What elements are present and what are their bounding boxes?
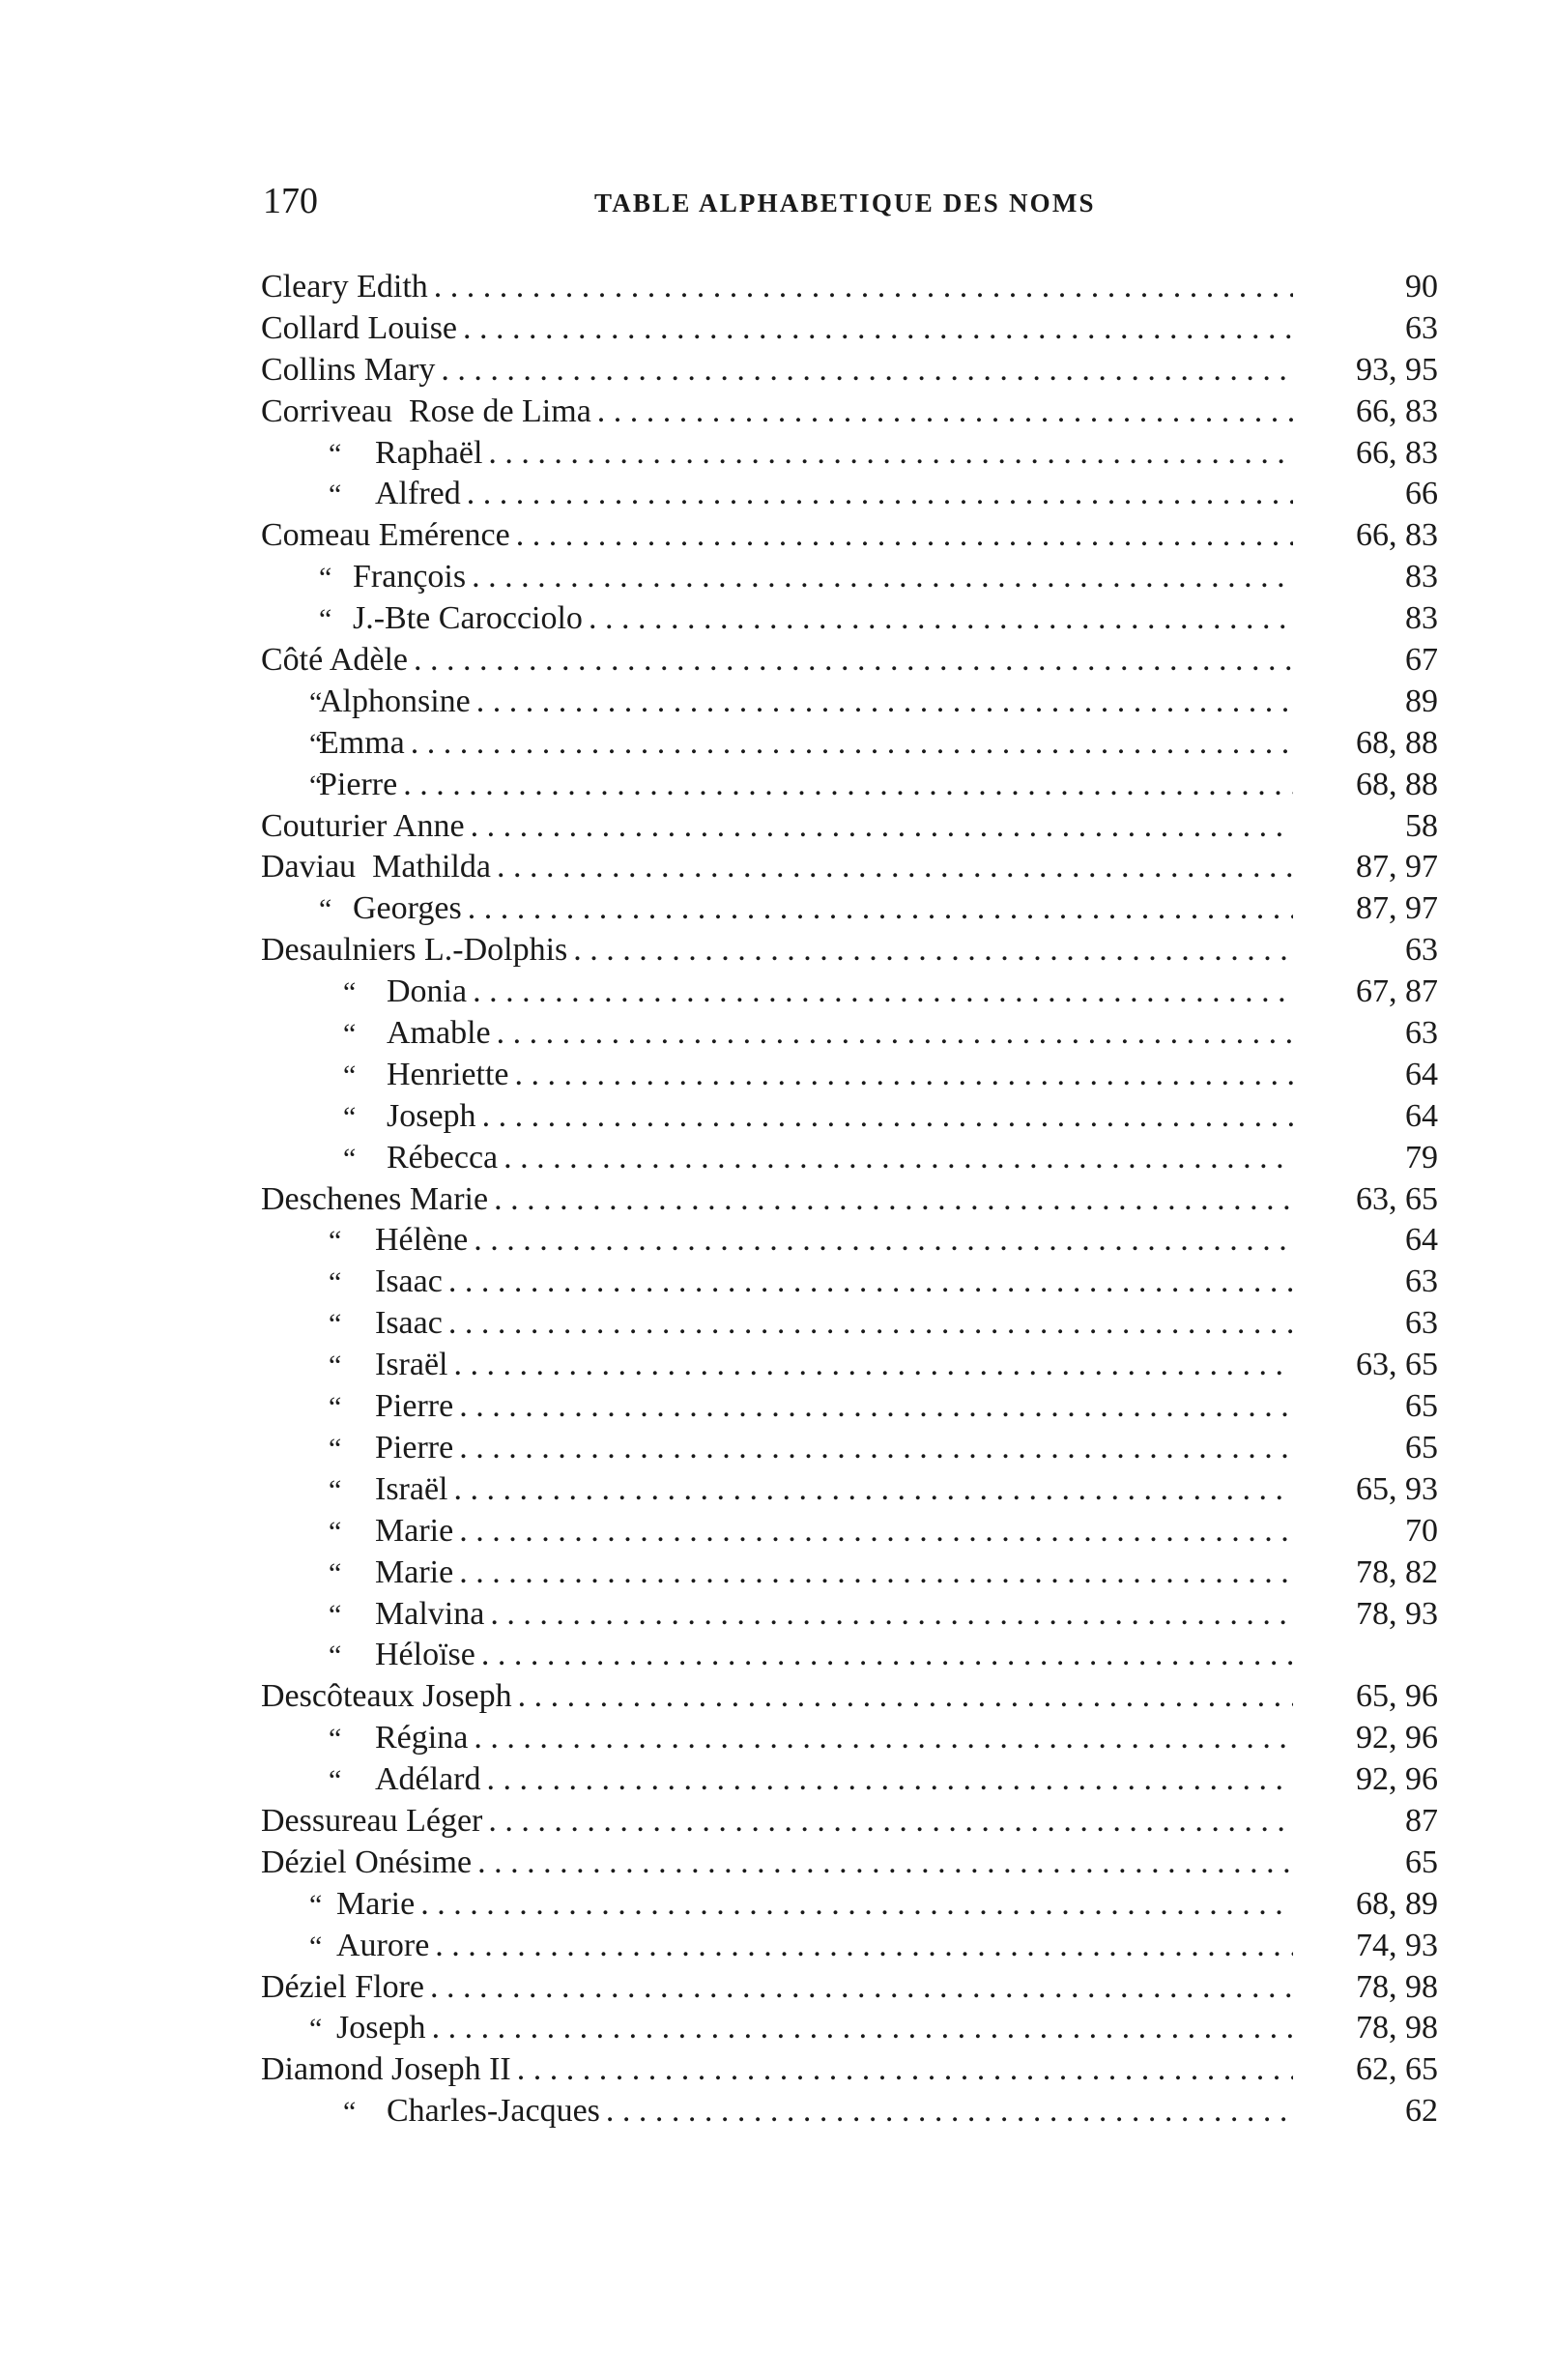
dot-leader — [473, 972, 1293, 1013]
index-entry — [261, 308, 1438, 350]
entry-name: Rébecca — [387, 1139, 499, 1175]
entry-name: Régina — [375, 1720, 469, 1756]
ditto-mark: “ — [329, 1266, 342, 1299]
index-entry — [261, 1594, 1438, 1636]
dot-leader — [448, 1303, 1293, 1345]
entry-pages: 65 — [1405, 1429, 1438, 1466]
index-entry — [261, 1386, 1438, 1428]
index-entry — [261, 1345, 1438, 1386]
entry-pages: 79 — [1405, 1139, 1438, 1175]
dot-leader — [454, 1345, 1293, 1386]
entry-pages: 83 — [1405, 600, 1438, 637]
ditto-mark: “ — [329, 1473, 342, 1506]
dot-leader — [488, 1801, 1293, 1843]
entry-name: Isaac — [375, 1305, 443, 1342]
dot-leader — [476, 682, 1293, 723]
dot-leader — [430, 1967, 1293, 2009]
entry-pages: 65 — [1405, 1843, 1438, 1880]
dot-leader — [468, 888, 1293, 930]
ditto-mark: “ — [329, 1598, 342, 1631]
entry-name: Israël — [375, 1470, 448, 1507]
entry-name-group — [261, 2049, 511, 2091]
entry-name: Héloïse — [375, 1637, 475, 1673]
dot-leader — [481, 1635, 1293, 1676]
index-entry — [261, 723, 1438, 765]
ditto-mark: “ — [329, 479, 342, 511]
dot-leader — [497, 1013, 1293, 1055]
dot-leader — [435, 1926, 1293, 1967]
entry-pages: 67 — [1405, 642, 1438, 679]
index-entry — [261, 847, 1438, 888]
entry-pages: 58 — [1405, 807, 1438, 844]
entry-name-group — [261, 1843, 472, 1884]
entry-name-group — [261, 1801, 482, 1843]
entry-name: Joseph — [387, 1097, 476, 1134]
ditto-mark: “ — [309, 1930, 323, 1962]
entry-name: Déziel Onésime — [261, 1843, 473, 1880]
entry-name: Pierre — [375, 1429, 454, 1466]
entry-name-group — [261, 433, 482, 476]
index-entry — [261, 1013, 1438, 1055]
dot-leader — [463, 308, 1293, 350]
entry-pages: 87 — [1405, 1802, 1438, 1839]
entry-name-group — [261, 1179, 488, 1221]
entry-name: Diamond Joseph II — [261, 2051, 511, 2088]
index-entry — [261, 1469, 1438, 1511]
entry-pages: 78, 98 — [1356, 2010, 1438, 2046]
ditto-mark: “ — [329, 1515, 342, 1548]
entry-name: Isaac — [375, 1263, 443, 1300]
dot-leader — [459, 1428, 1293, 1469]
entry-name-group — [261, 682, 471, 724]
dot-leader — [494, 1179, 1293, 1221]
entry-name-group — [261, 888, 462, 931]
entry-name-group — [261, 598, 583, 641]
entry-pages: 78, 93 — [1356, 1595, 1438, 1632]
entry-pages: 64 — [1405, 1222, 1438, 1259]
entry-name-group — [261, 267, 428, 308]
entry-name-group — [261, 1635, 475, 1677]
dot-leader — [471, 806, 1293, 848]
index-entry — [261, 972, 1438, 1013]
page-number: 170 — [263, 181, 318, 221]
entry-name: Pierre — [375, 1388, 454, 1425]
entry-name-group — [261, 1386, 453, 1429]
entry-pages: 65, 96 — [1356, 1678, 1438, 1715]
entry-name: Alphonsine — [319, 682, 471, 719]
ditto-mark: “ — [329, 1723, 342, 1756]
entry-name: Deschenes Marie — [261, 1180, 489, 1217]
entry-name: Daviau Mathilda — [261, 849, 491, 885]
dot-leader — [490, 1594, 1293, 1636]
entry-name-group — [261, 1428, 453, 1470]
entry-pages: 70 — [1405, 1512, 1438, 1549]
ditto-mark: “ — [329, 437, 342, 470]
entry-name-group — [261, 1594, 484, 1637]
dot-leader — [459, 1511, 1293, 1553]
entry-pages: 63 — [1405, 1305, 1438, 1342]
entry-name: Dessureau Léger — [261, 1802, 483, 1839]
entry-pages: 67, 87 — [1356, 973, 1438, 1010]
index-entry — [261, 640, 1438, 682]
ditto-mark: “ — [309, 685, 323, 718]
ditto-mark: “ — [309, 2013, 323, 2046]
entry-name-group — [261, 1345, 448, 1387]
entry-pages: 66, 83 — [1356, 392, 1438, 429]
entry-name: Georges — [353, 890, 462, 927]
entry-name-group — [261, 515, 510, 557]
entry-name-group — [261, 723, 405, 766]
entry-name-group — [261, 1926, 429, 1968]
dot-leader — [448, 1262, 1293, 1303]
entry-name: Comeau Emérence — [261, 517, 510, 554]
index-entry — [261, 267, 1438, 308]
index-entry — [261, 1718, 1438, 1759]
ditto-mark: “ — [343, 1142, 357, 1175]
dot-leader — [472, 557, 1293, 598]
entry-name-group — [261, 1511, 453, 1553]
entry-name: Côté Adèle — [261, 642, 409, 679]
dot-leader — [516, 515, 1293, 557]
entry-name: François — [353, 559, 467, 595]
entry-name-group — [261, 1469, 448, 1512]
ditto-mark: “ — [309, 769, 323, 801]
dot-leader — [441, 350, 1293, 392]
name-index-list — [261, 267, 1438, 2133]
index-entry — [261, 433, 1438, 475]
entry-name-group — [261, 1220, 468, 1263]
entry-name-group — [261, 1096, 476, 1139]
dot-leader — [497, 847, 1293, 888]
index-entry — [261, 1428, 1438, 1469]
index-entry — [261, 2008, 1438, 2049]
entry-pages: 63 — [1405, 932, 1438, 969]
entry-pages: 68, 89 — [1356, 1885, 1438, 1922]
entry-pages: 87, 97 — [1356, 849, 1438, 885]
entry-name: Henriette — [387, 1056, 509, 1092]
ditto-mark: “ — [309, 727, 323, 760]
entry-name-group — [261, 308, 457, 350]
dot-leader — [474, 1220, 1293, 1262]
dot-leader — [573, 930, 1293, 972]
dot-leader — [459, 1386, 1293, 1428]
dot-leader — [459, 1553, 1293, 1594]
dot-leader — [482, 1096, 1293, 1138]
index-entry — [261, 1967, 1438, 2009]
dot-leader — [597, 392, 1293, 433]
index-entry — [261, 1553, 1438, 1594]
entry-name: Marie — [375, 1512, 454, 1549]
index-entry — [261, 474, 1438, 515]
dot-leader — [503, 1138, 1293, 1179]
entry-name-group — [261, 806, 465, 848]
entry-name-group — [261, 640, 408, 682]
index-entry — [261, 1055, 1438, 1096]
entry-name: Couturier Anne — [261, 807, 465, 844]
entry-name-group — [261, 1138, 498, 1180]
ditto-mark: “ — [343, 976, 357, 1009]
entry-name: Hélène — [375, 1222, 469, 1259]
index-entry — [261, 515, 1438, 557]
index-entry — [261, 1843, 1438, 1884]
ditto-mark: “ — [329, 1556, 342, 1589]
ditto-mark: “ — [343, 1018, 357, 1051]
index-entry — [261, 1635, 1438, 1676]
entry-name-group — [261, 1553, 453, 1595]
index-entry — [261, 1801, 1438, 1843]
entry-pages: 83 — [1405, 559, 1438, 595]
ditto-mark: “ — [319, 893, 332, 926]
entry-name: Déziel Flore — [261, 1968, 424, 2005]
entry-pages: 66, 83 — [1356, 434, 1438, 471]
dot-leader — [467, 474, 1293, 515]
entry-pages: 68, 88 — [1356, 724, 1438, 761]
entry-name: Marie — [336, 1885, 416, 1922]
entry-name: J.-Bte Carocciolo — [353, 600, 583, 637]
entry-pages: 63 — [1405, 1015, 1438, 1052]
ditto-mark: “ — [343, 1100, 357, 1133]
entry-name: Corriveau Rose de Lima — [261, 392, 591, 429]
entry-name-group — [261, 1759, 481, 1802]
index-entry — [261, 392, 1438, 433]
dot-leader — [477, 1843, 1293, 1884]
entry-name: Collard Louise — [261, 309, 458, 346]
dot-leader — [606, 2091, 1293, 2133]
entry-name-group — [261, 765, 397, 807]
index-entry — [261, 2091, 1438, 2133]
index-entry — [261, 888, 1438, 930]
entry-pages: 92, 96 — [1356, 1720, 1438, 1756]
entry-name-group — [261, 350, 435, 392]
index-entry — [261, 1511, 1438, 1553]
ditto-mark: “ — [329, 1432, 342, 1465]
ditto-mark: “ — [343, 2096, 357, 2129]
entry-name: Collins Mary — [261, 351, 436, 388]
entry-name: Descôteaux Joseph — [261, 1678, 512, 1715]
entry-pages: 63, 65 — [1356, 1180, 1438, 1217]
entry-pages: 64 — [1405, 1097, 1438, 1134]
dot-leader — [488, 433, 1293, 475]
entry-name: Joseph — [336, 2010, 426, 2046]
ditto-mark: “ — [329, 1640, 342, 1672]
dot-leader — [411, 723, 1293, 765]
ditto-mark: “ — [343, 1059, 357, 1091]
index-entry — [261, 557, 1438, 598]
index-entry — [261, 350, 1438, 392]
entry-name: Pierre — [319, 766, 398, 802]
dot-leader — [420, 1884, 1293, 1926]
index-entry — [261, 1138, 1438, 1179]
entry-pages: 74, 93 — [1356, 1927, 1438, 1963]
entry-name: Marie — [375, 1553, 454, 1590]
entry-pages: 63 — [1405, 1263, 1438, 1300]
entry-name-group — [261, 1676, 512, 1718]
index-entry — [261, 1303, 1438, 1345]
entry-name-group — [261, 1303, 443, 1346]
index-entry — [261, 1179, 1438, 1221]
index-entry — [261, 1926, 1438, 1967]
index-entry — [261, 1676, 1438, 1718]
ditto-mark: “ — [319, 603, 332, 636]
index-entry — [261, 806, 1438, 848]
entry-name: Amable — [387, 1015, 491, 1052]
ditto-mark: “ — [329, 1225, 342, 1258]
entry-name-group — [261, 1967, 424, 2009]
entry-pages: 63, 65 — [1356, 1347, 1438, 1383]
entry-name: Emma — [319, 724, 405, 761]
entry-name: Desaulniers L.-Dolphis — [261, 932, 568, 969]
entry-name: Aurore — [336, 1927, 430, 1963]
entry-pages: 63 — [1405, 309, 1438, 346]
entry-name: Donia — [387, 973, 468, 1010]
entry-pages: 68, 88 — [1356, 766, 1438, 802]
index-entry — [261, 682, 1438, 723]
entry-pages: 62, 65 — [1356, 2051, 1438, 2088]
index-entry — [261, 1759, 1438, 1801]
entry-name-group — [261, 1718, 468, 1760]
entry-pages: 90 — [1405, 269, 1438, 305]
ditto-mark: “ — [309, 1888, 323, 1921]
entry-pages: 64 — [1405, 1056, 1438, 1092]
entry-name: Malvina — [375, 1595, 485, 1632]
dot-leader — [403, 765, 1293, 806]
dot-leader — [454, 1469, 1293, 1511]
index-entry — [261, 765, 1438, 806]
index-entry — [261, 1096, 1438, 1138]
index-entry — [261, 1884, 1438, 1926]
entry-name-group — [261, 847, 491, 888]
entry-name-group — [261, 972, 467, 1014]
index-entry — [261, 598, 1438, 640]
entry-name-group — [261, 930, 567, 972]
entry-name-group — [261, 1055, 509, 1097]
entry-name-group — [261, 2008, 426, 2050]
entry-name-group — [261, 557, 466, 599]
entry-pages: 89 — [1405, 682, 1438, 719]
entry-name: Alfred — [375, 476, 461, 512]
dot-leader — [434, 267, 1293, 308]
ditto-mark: “ — [329, 1764, 342, 1797]
entry-pages: 78, 82 — [1356, 1553, 1438, 1590]
dot-leader — [515, 1055, 1294, 1096]
entry-pages: 66, 83 — [1356, 517, 1438, 554]
entry-pages: 87, 97 — [1356, 890, 1438, 927]
index-entry — [261, 2049, 1438, 2091]
entry-name: Israël — [375, 1347, 448, 1383]
entry-pages: 65 — [1405, 1388, 1438, 1425]
dot-leader — [474, 1718, 1293, 1759]
running-title: TABLE ALPHABETIQUE DES NOMS — [594, 189, 1096, 218]
entry-pages: 92, 96 — [1356, 1761, 1438, 1798]
index-entry — [261, 930, 1438, 972]
entry-name: Charles-Jacques — [387, 2093, 600, 2130]
entry-pages: 65, 93 — [1356, 1470, 1438, 1507]
dot-leader — [414, 640, 1293, 682]
dot-leader — [589, 598, 1293, 640]
ditto-mark: “ — [329, 1391, 342, 1424]
index-entry — [261, 1262, 1438, 1303]
entry-pages: 66 — [1405, 476, 1438, 512]
entry-pages: 62 — [1405, 2093, 1438, 2130]
entry-name: Cleary Edith — [261, 269, 428, 305]
entry-name-group — [261, 392, 591, 433]
ditto-mark: “ — [329, 1308, 342, 1341]
index-entry — [261, 1220, 1438, 1262]
ditto-mark: “ — [319, 562, 332, 595]
ditto-mark: “ — [329, 1350, 342, 1382]
entry-name: Raphaël — [375, 434, 483, 471]
entry-name-group — [261, 1013, 491, 1056]
dot-leader — [518, 1676, 1293, 1718]
dot-leader — [487, 1759, 1293, 1801]
entry-pages: 93, 95 — [1356, 351, 1438, 388]
entry-pages: 78, 98 — [1356, 1968, 1438, 2005]
entry-name-group — [261, 474, 461, 516]
entry-name-group — [261, 1262, 443, 1304]
entry-name-group — [261, 2091, 600, 2133]
dot-leader — [432, 2008, 1293, 2049]
dot-leader — [517, 2049, 1293, 2091]
entry-name: Adélard — [375, 1761, 481, 1798]
entry-name-group — [261, 1884, 415, 1927]
